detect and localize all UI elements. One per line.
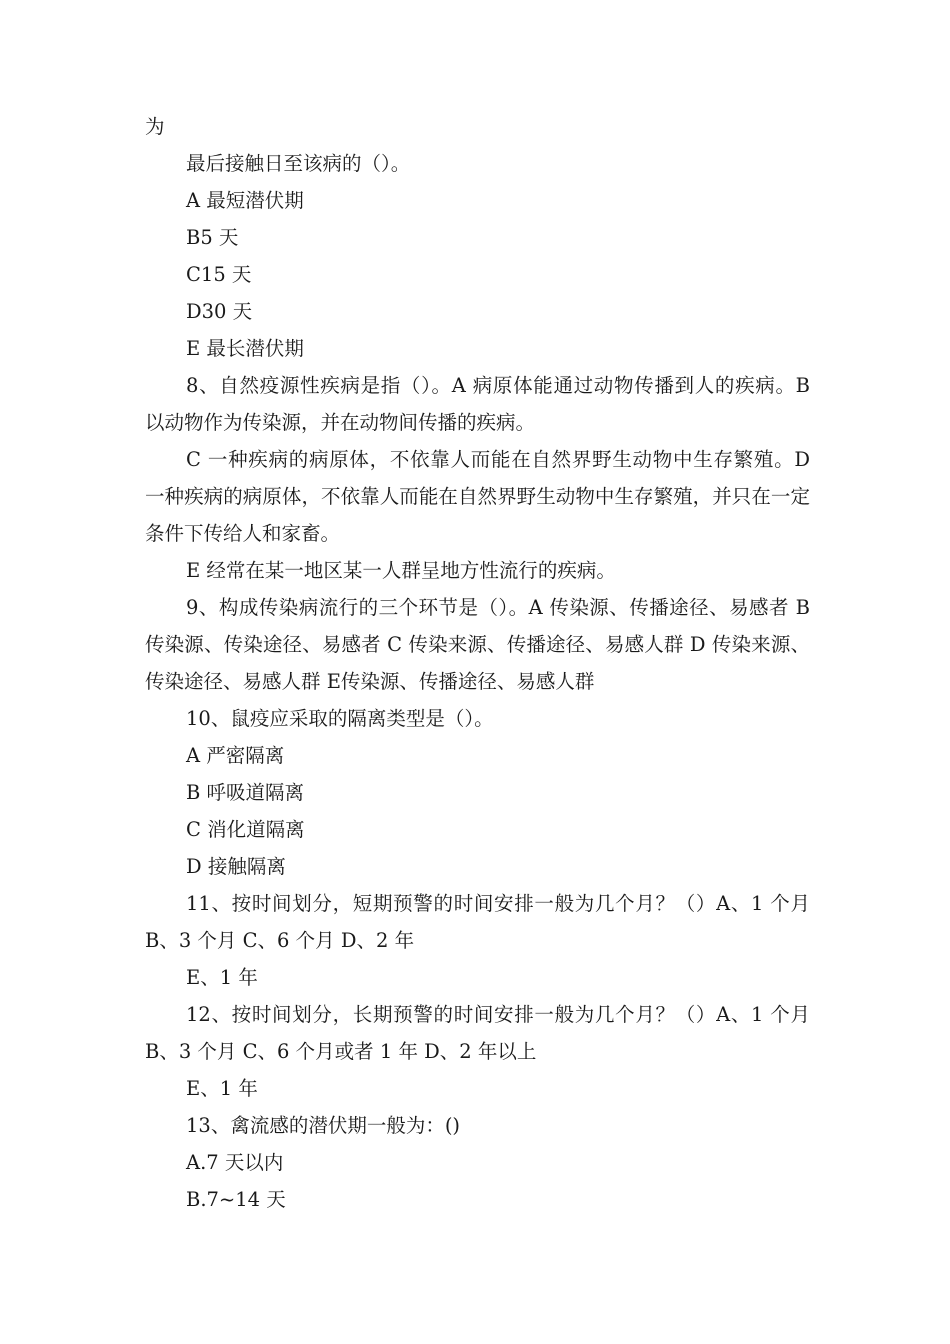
answer-option: E、1 年 [186, 966, 258, 989]
answer-option: E 经常在某一地区某一人群呈地方性流行的疾病。 [186, 559, 616, 582]
answer-option: A 严密隔离 [186, 744, 285, 767]
question-10: 10、鼠疫应采取的隔离类型是（）。 [186, 707, 494, 730]
answer-option: C 消化道隔离 [186, 818, 305, 841]
answer-option: C15 天 [186, 263, 252, 286]
answer-option: B.7~14 天 [186, 1188, 286, 1211]
question-11: 11、按时间划分，短期预警的时间安排一般为几个月？（）A、1 个月 B、3 个月 C、6 个月 D、2 年 [145, 892, 810, 952]
answer-option: E、1 年 [186, 1077, 258, 1100]
question-12: 12、按时间划分，长期预警的时间安排一般为几个月？（）A、1 个月 B、3 个月 C、6 个月或者 1 年 D、2 年以上 [145, 1003, 810, 1063]
question-13: 13、禽流感的潜伏期一般为：() [186, 1114, 461, 1137]
answer-option: D 接触隔离 [186, 855, 286, 878]
answer-option: E 最长潜伏期 [186, 337, 304, 360]
question-stem: 最后接触日至该病的（）。 [186, 152, 411, 175]
answer-option: A 最短潜伏期 [186, 189, 304, 212]
answer-option: B 呼吸道隔离 [186, 781, 305, 804]
document-body [145, 108, 810, 1218]
question-9: 9、构成传染病流行的三个环节是（）。A 传染源、传播途径、易感者 B 传染源、传染途径、易感者 C 传染来源、传播途径、易感人群 D 传染来源、传染途径、易感人群 E传染源、传播途径、易感人群 [145, 596, 810, 693]
question-8: 8、自然疫源性疾病是指（）。A 病原体能通过动物传播到人的疾病。B 以动物作为传染源，并在动物间传播的疾病。 [145, 374, 810, 434]
answer-option: B5 天 [186, 226, 239, 249]
question-8-options: C 一种疾病的病原体，不依靠人而能在自然界野生动物中生存繁殖。D 一种疾病的病原体，不依靠人而能在自然界野生动物中生存繁殖，并只在一定条件下传给人和家畜。 [145, 448, 810, 545]
text-line: 为 [145, 115, 165, 138]
answer-option: A.7 天以内 [186, 1151, 284, 1174]
answer-option: D30 天 [186, 300, 253, 323]
